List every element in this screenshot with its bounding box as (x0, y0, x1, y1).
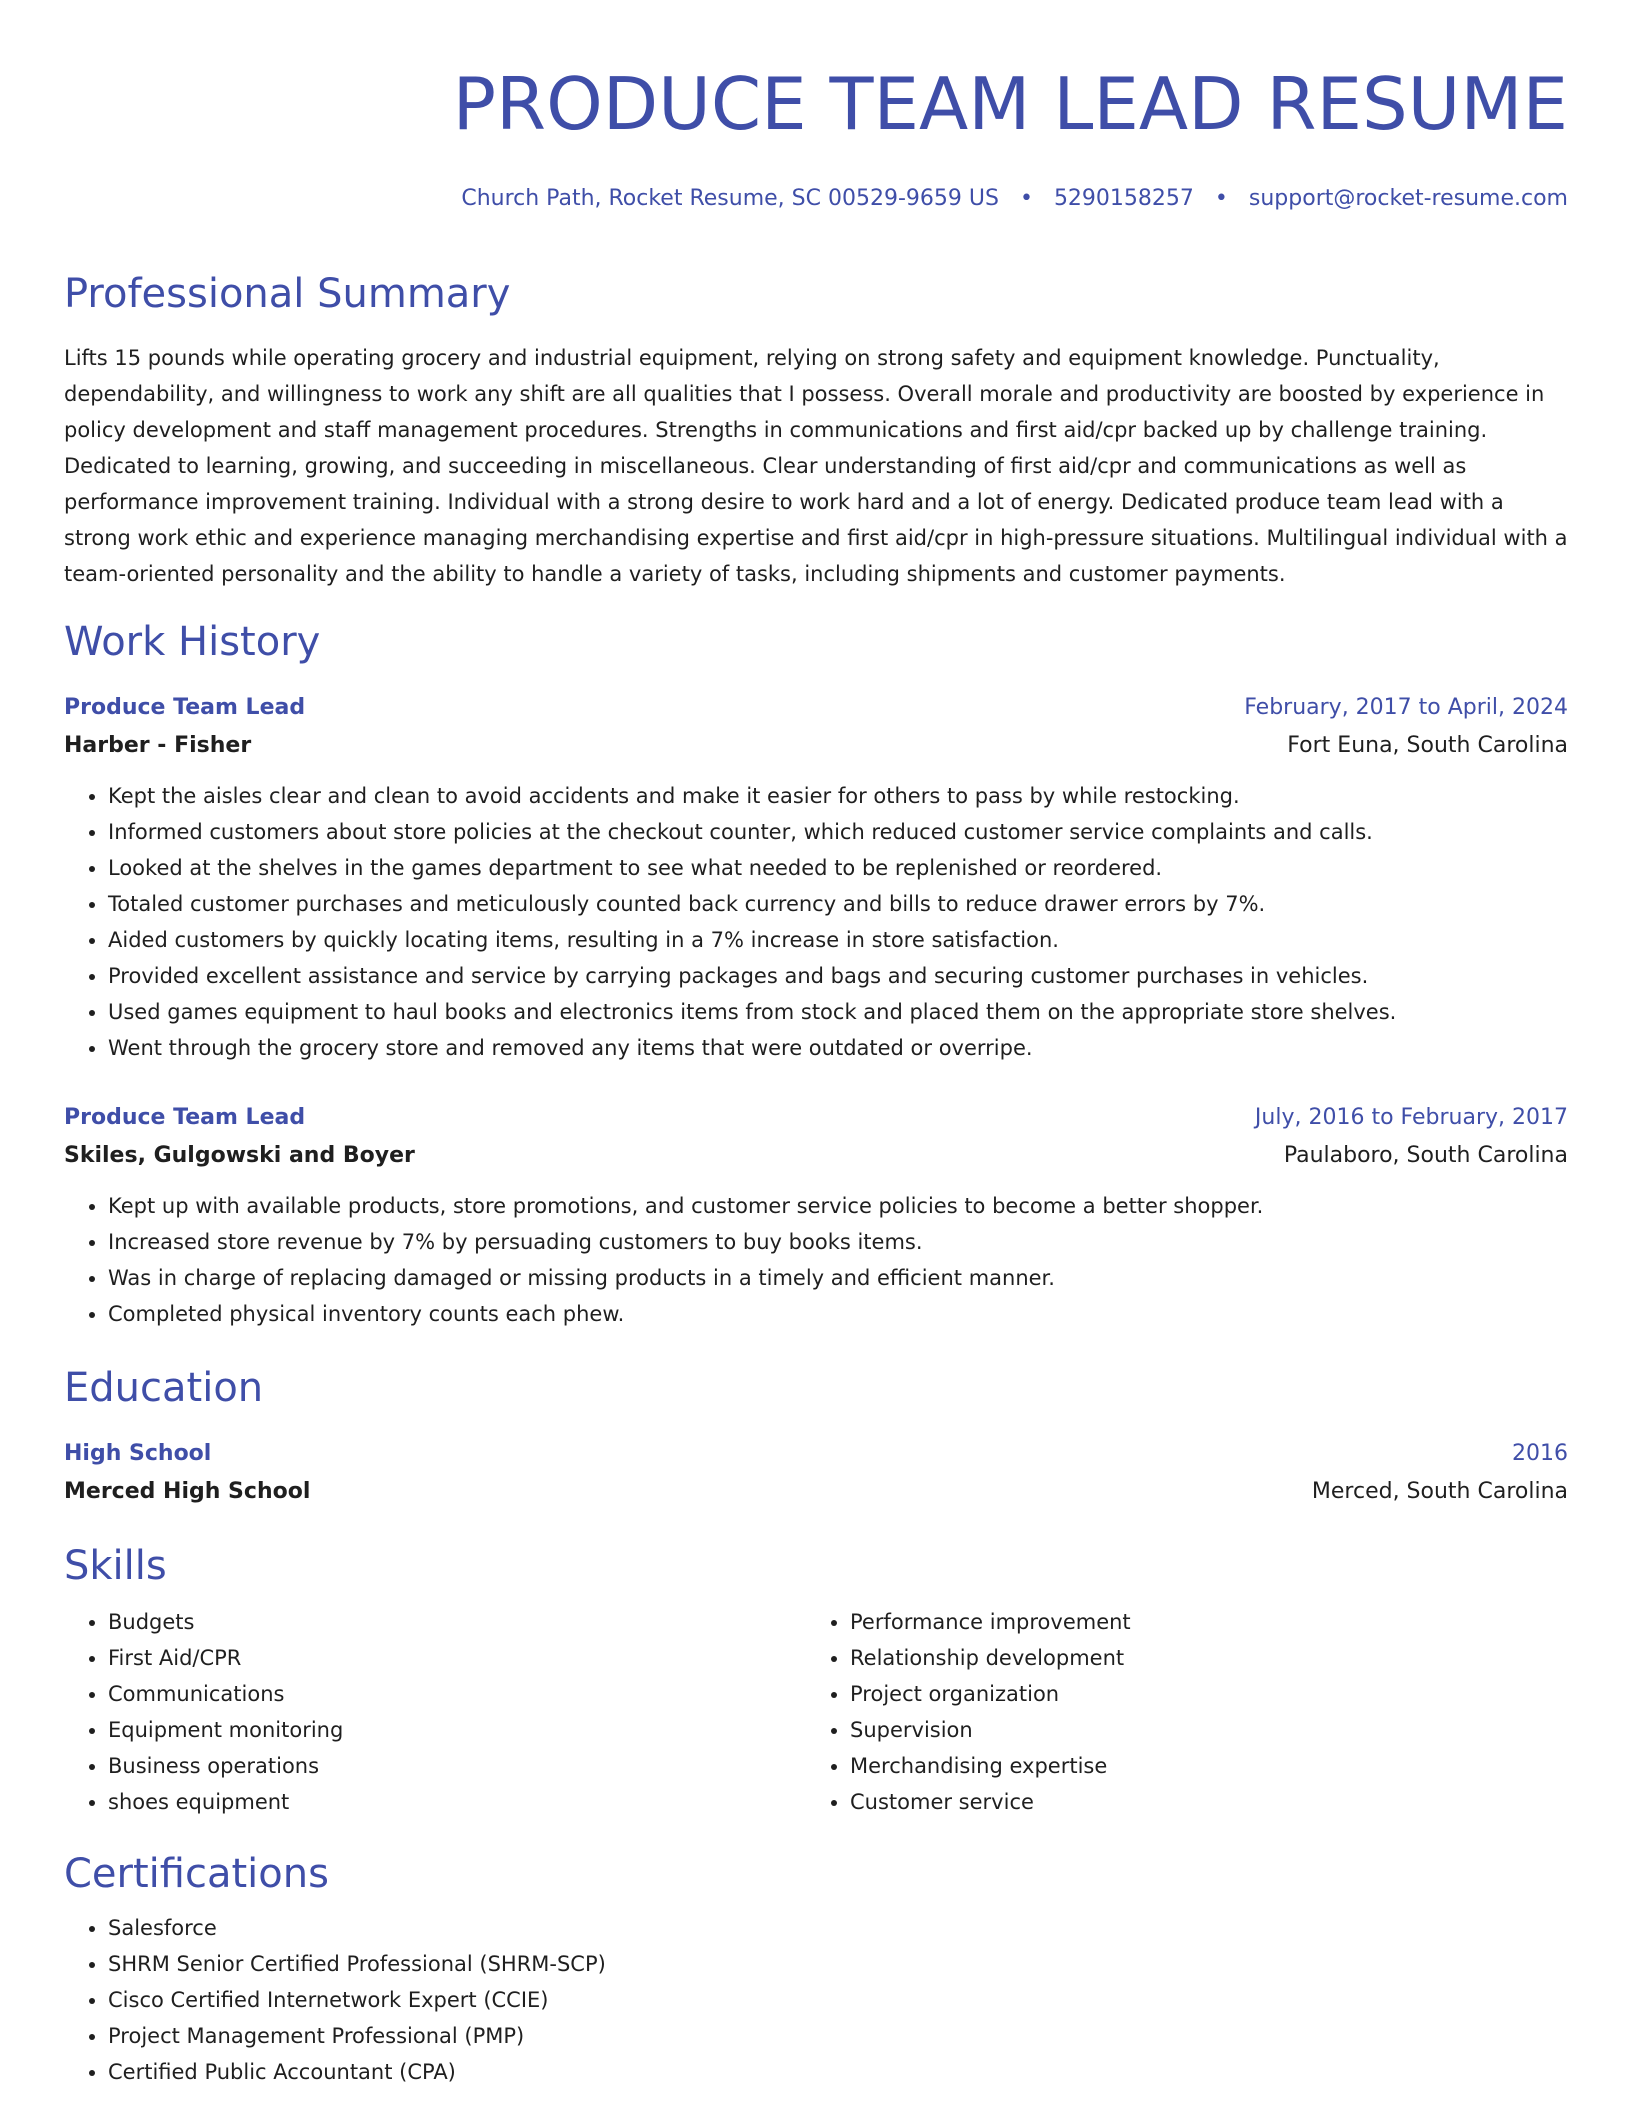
skills-list-right (806, 1604, 1548, 1820)
job-bullets (64, 1188, 1568, 1332)
job-location: Fort Euna, South Carolina (1287, 733, 1568, 758)
skill-item: • Equipment monitoring (108, 1712, 806, 1748)
job-location: Paulaboro, South Carolina (1283, 1143, 1568, 1168)
skill-item: • Customer service (850, 1784, 1548, 1820)
job-bullet: • Totaled customer purchases and meticulously counted back currency and bills to reduce drawer errors by 7%. (108, 886, 1568, 922)
job-title-row (64, 690, 1568, 726)
job-bullet: • Aided customers by quickly locating items, resulting in a 7% increase in store satisfaction. (108, 922, 1568, 958)
resume-title: PRODUCE TEAM LEAD RESUME (452, 62, 1568, 146)
skill-item: • Performance improvement (850, 1604, 1548, 1640)
job-org-row (64, 1136, 1568, 1176)
skill-item: • Budgets (108, 1604, 806, 1640)
job-bullet: • Increased store revenue by 7% by persuading customers to buy books items. (108, 1224, 1568, 1260)
contact-line (64, 184, 1568, 214)
job-bullet: • Was in charge of replacing damaged or missing products in a timely and efficient manner. (108, 1260, 1568, 1296)
contact-separator: • (1019, 186, 1033, 211)
job-bullet: • Went through the grocery store and removed any items that were outdated or overripe. (108, 1030, 1568, 1066)
skill-item: • shoes equipment (108, 1784, 806, 1820)
job-bullet: • Informed customers about store policies at the checkout counter, which reduced customer service complaints and calls. (108, 814, 1568, 850)
certification-item: • Certified Public Accountant (CPA) (108, 2054, 1568, 2090)
education-school: Merced High School (64, 1479, 311, 1504)
education-degree: High School (64, 1441, 212, 1466)
education-entry (64, 1436, 1568, 1512)
job-bullet: • Provided excellent assistance and service by carrying packages and bags and securing customer purchases in vehicles. (108, 958, 1568, 994)
job-bullet: • Used games equipment to haul books and electronics items from stock and placed them on the appropriate store shelves. (108, 994, 1568, 1030)
job-org-row (64, 726, 1568, 766)
job-dates: July, 2016 to February, 2017 (1254, 1105, 1568, 1130)
summary-text: Lifts 15 pounds while operating grocery and industrial equipment, relying on strong safety and equipment knowledge. Punctuality, dependability, and willingness to work any shift are all qualities that I possess. Overall morale and productivity are boosted by experience in policy development and staff management procedures. Strengths in communications and first aid/cpr backed up by challenge training. Dedicated to learning, growing, and succeeding in miscellaneous. Clear understanding of first aid/cpr and communications as well as performance improvement training. Individual with a strong desire to work hard and a lot of energy. Dedicated produce team lead with a strong work ethic and experience managing merchandising expertise and first aid/cpr in high-pressure situations. Multilingual individual with a team-oriented personality and the ability to handle a variety of tasks, including shipments and customer payments. (64, 346, 1568, 586)
summary-heading: Professional Summary (64, 271, 511, 317)
skill-item: • Business operations (108, 1748, 806, 1784)
job-entry (64, 690, 1568, 1066)
certification-item: • SHRM Senior Certified Professional (SHRM-SCP) (108, 1946, 1568, 1982)
skill-item: • Project organization (850, 1676, 1548, 1712)
job-bullet: • Kept up with available products, store promotions, and customer service policies to become a better shopper. (108, 1188, 1568, 1224)
job-employer: Harber - Fisher (64, 733, 252, 758)
skill-item: • Relationship development (850, 1640, 1548, 1676)
job-bullet: • Completed physical inventory counts each phew. (108, 1296, 1568, 1332)
education-location: Merced, South Carolina (1311, 1479, 1568, 1504)
contact-phone: 5290158257 (1053, 186, 1194, 211)
contact-separator: • (1214, 186, 1228, 211)
certifications-list (64, 1910, 1568, 2090)
skill-item: • First Aid/CPR (108, 1640, 806, 1676)
skills-list-left (64, 1604, 806, 1820)
job-entry (64, 1100, 1568, 1332)
skill-item: • Supervision (850, 1712, 1548, 1748)
certification-item: • Project Management Professional (PMP) (108, 2018, 1568, 2054)
job-bullet: • Looked at the shelves in the games department to see what needed to be replenished or reordered. (108, 850, 1568, 886)
certifications-heading: Certifications (64, 1851, 329, 1897)
job-employer: Skiles, Gulgowski and Boyer (64, 1143, 415, 1168)
skill-item: • Merchandising expertise (850, 1748, 1548, 1784)
contact-email[interactable]: support@rocket-resume.com (1248, 186, 1568, 211)
contact-address: Church Path, Rocket Resume, SC 00529-9659 US (461, 186, 999, 211)
education-year: 2016 (1512, 1441, 1568, 1466)
certification-item: • Cisco Certified Internetwork Expert (CCIE) (108, 1982, 1568, 2018)
job-bullet: • Kept the aisles clear and clean to avoid accidents and make it easier for others to pass by while restocking. (108, 778, 1568, 814)
job-bullets (64, 778, 1568, 1066)
skill-item: • Communications (108, 1676, 806, 1712)
education-school-row (64, 1472, 1568, 1512)
job-title-row (64, 1100, 1568, 1136)
education-heading: Education (64, 1365, 264, 1411)
skills-columns (64, 1604, 1568, 1820)
skills-heading: Skills (64, 1543, 167, 1589)
job-dates: February, 2017 to April, 2024 (1244, 695, 1568, 720)
certification-item: • Salesforce (108, 1910, 1568, 1946)
education-degree-row (64, 1436, 1568, 1472)
job-role: Produce Team Lead (64, 695, 306, 720)
work-history-heading: Work History (64, 619, 321, 665)
job-role: Produce Team Lead (64, 1105, 306, 1130)
